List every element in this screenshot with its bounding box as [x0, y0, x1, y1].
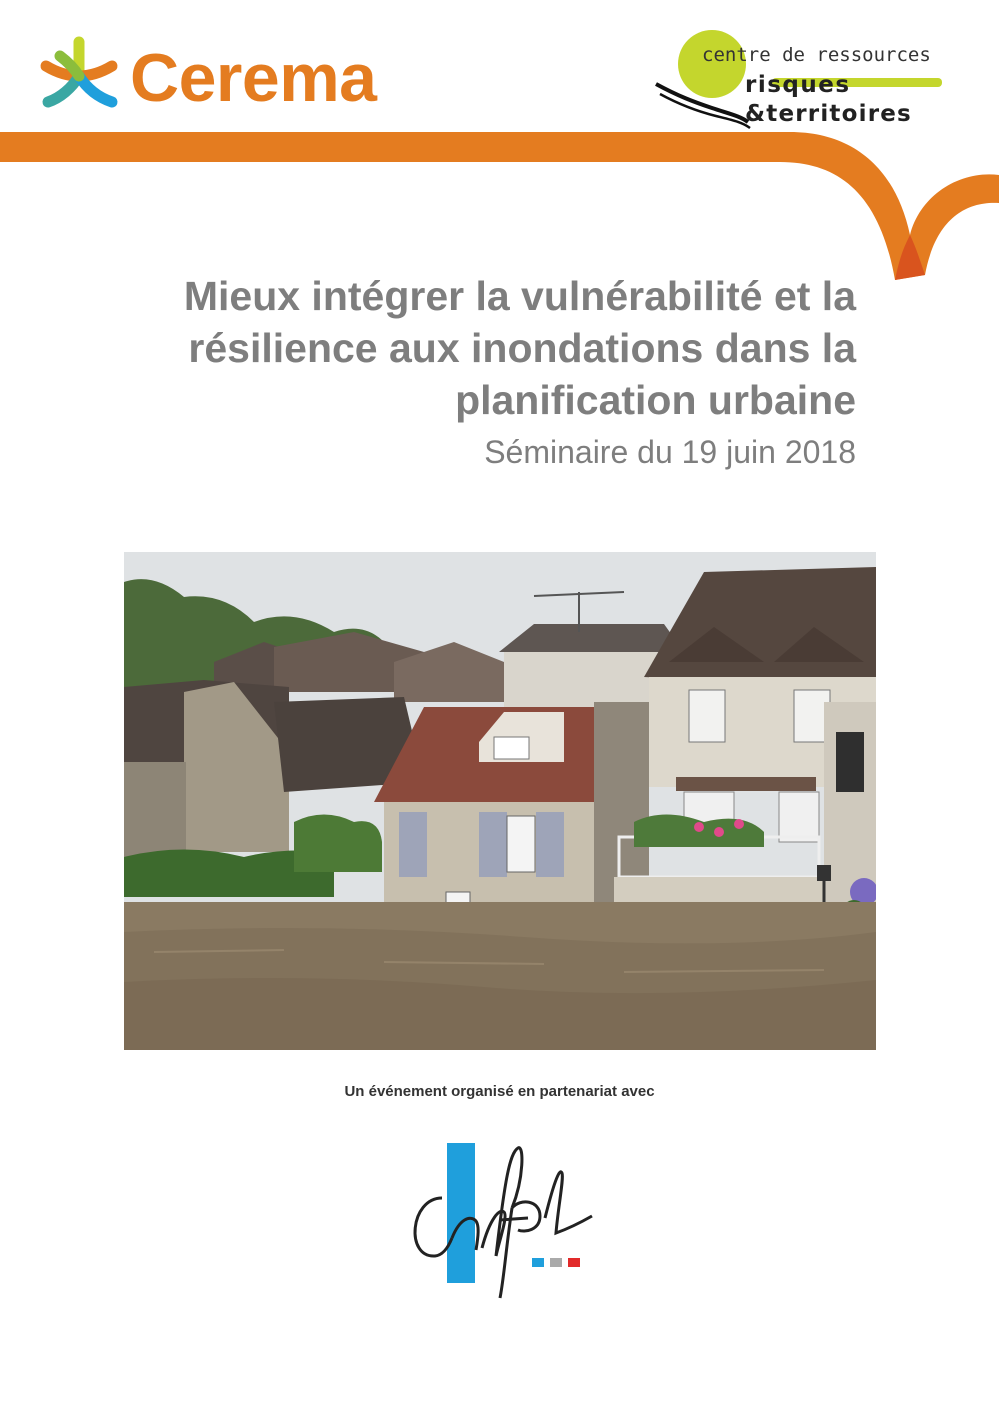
cnfpt-logo-icon — [400, 1138, 600, 1308]
header-band-decoration — [0, 125, 999, 290]
partner-logo-line1: centre de ressources — [702, 44, 931, 66]
brand-name: Cerema — [130, 40, 377, 116]
partner-logo-line3: &territoires — [745, 101, 912, 127]
document-subtitle: Séminaire du 19 juin 2018 — [484, 434, 856, 470]
document-title: Mieux intégrer la vulnérabilité et la résilience aux inondations dans la planification urbaine — [183, 273, 856, 423]
partner-logo-line2: risques — [745, 72, 851, 98]
flooded-houses-photo — [124, 552, 876, 1050]
partnership-caption: Un événement organisé en partenariat avec — [344, 1083, 655, 1100]
cerema-logo-icon — [38, 36, 120, 118]
